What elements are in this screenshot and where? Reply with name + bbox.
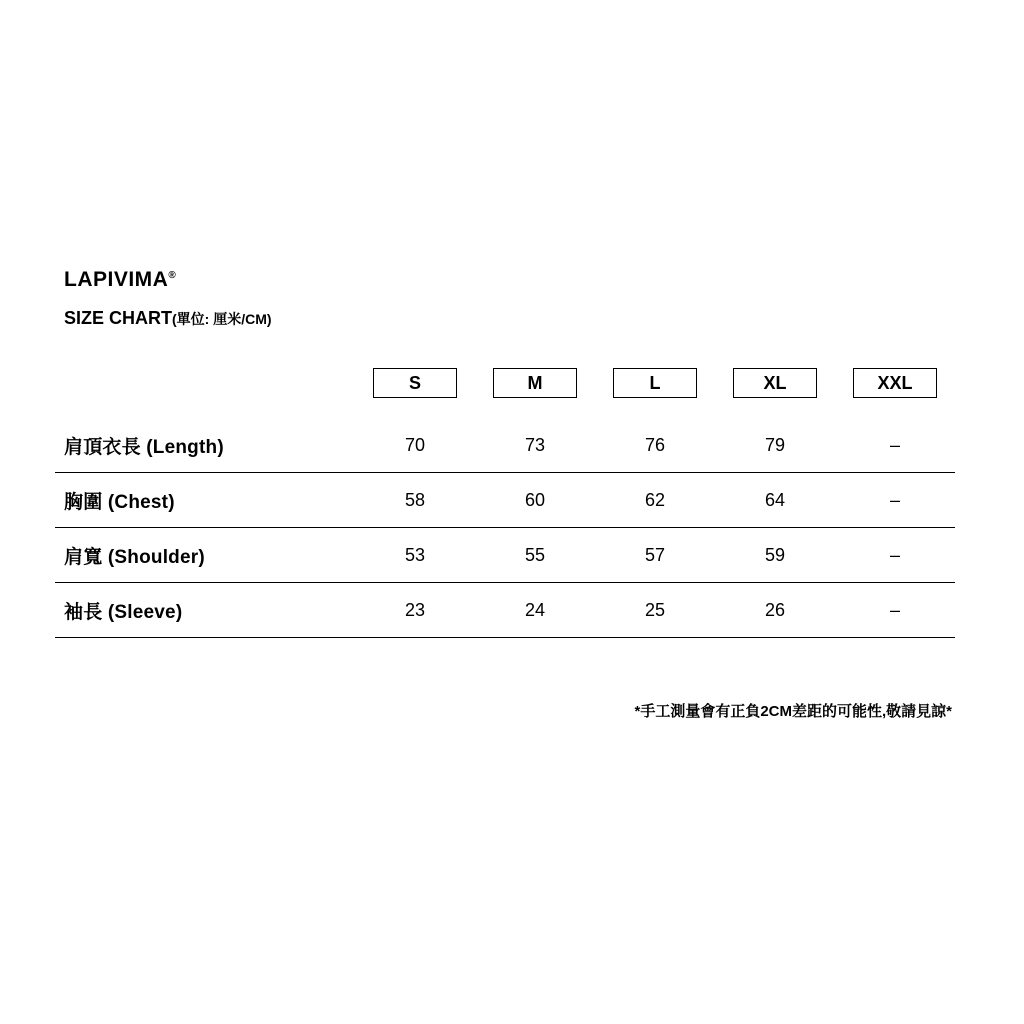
cell-length-s: 70	[355, 418, 475, 473]
table-row	[55, 418, 955, 473]
brand-name: LAPIVIMA	[64, 268, 169, 291]
cell-length-xxl: –	[835, 418, 955, 473]
cell-shoulder-xxl: –	[835, 528, 955, 583]
row-label-length: 肩頂衣長 (Length)	[55, 418, 355, 473]
brand-logo	[64, 268, 176, 292]
size-badge-xl: XL	[733, 368, 817, 399]
cell-chest-l: 62	[595, 473, 715, 528]
size-badge-l: L	[613, 368, 697, 399]
page-title	[64, 308, 272, 329]
header-size-m	[475, 362, 595, 418]
cell-shoulder-l: 57	[595, 528, 715, 583]
cell-shoulder-xl: 59	[715, 528, 835, 583]
cell-chest-xxl: –	[835, 473, 955, 528]
table-row	[55, 583, 955, 638]
header-size-l	[595, 362, 715, 418]
size-badge-s: S	[373, 368, 457, 399]
size-badge-m: M	[493, 368, 577, 399]
row-label-chest: 胸圍 (Chest)	[55, 473, 355, 528]
table-header-row	[55, 362, 955, 418]
cell-chest-m: 60	[475, 473, 595, 528]
cell-sleeve-xl: 26	[715, 583, 835, 638]
cell-sleeve-m: 24	[475, 583, 595, 638]
cell-sleeve-s: 23	[355, 583, 475, 638]
table-row	[55, 473, 955, 528]
header-size-s	[355, 362, 475, 418]
registered-trademark-icon: ®	[168, 270, 177, 281]
cell-length-m: 73	[475, 418, 595, 473]
table-row	[55, 528, 955, 583]
row-label-shoulder: 肩寬 (Shoulder)	[55, 528, 355, 583]
cell-shoulder-s: 53	[355, 528, 475, 583]
page-title-main: SIZE CHART	[64, 308, 172, 328]
header-size-xl	[715, 362, 835, 418]
size-badge-xxl: XXL	[853, 368, 937, 399]
row-label-sleeve: 袖長 (Sleeve)	[55, 583, 355, 638]
page-title-unit: (單位: 厘米/CM)	[172, 311, 272, 327]
cell-chest-s: 58	[355, 473, 475, 528]
header-size-xxl	[835, 362, 955, 418]
cell-sleeve-l: 25	[595, 583, 715, 638]
cell-shoulder-m: 55	[475, 528, 595, 583]
cell-chest-xl: 64	[715, 473, 835, 528]
cell-sleeve-xxl: –	[835, 583, 955, 638]
measurement-disclaimer: *手工測量會有正負2CM差距的可能性,敬請見諒*	[634, 703, 952, 720]
header-measure-column	[55, 362, 355, 418]
size-chart-table	[55, 362, 955, 638]
cell-length-l: 76	[595, 418, 715, 473]
cell-length-xl: 79	[715, 418, 835, 473]
